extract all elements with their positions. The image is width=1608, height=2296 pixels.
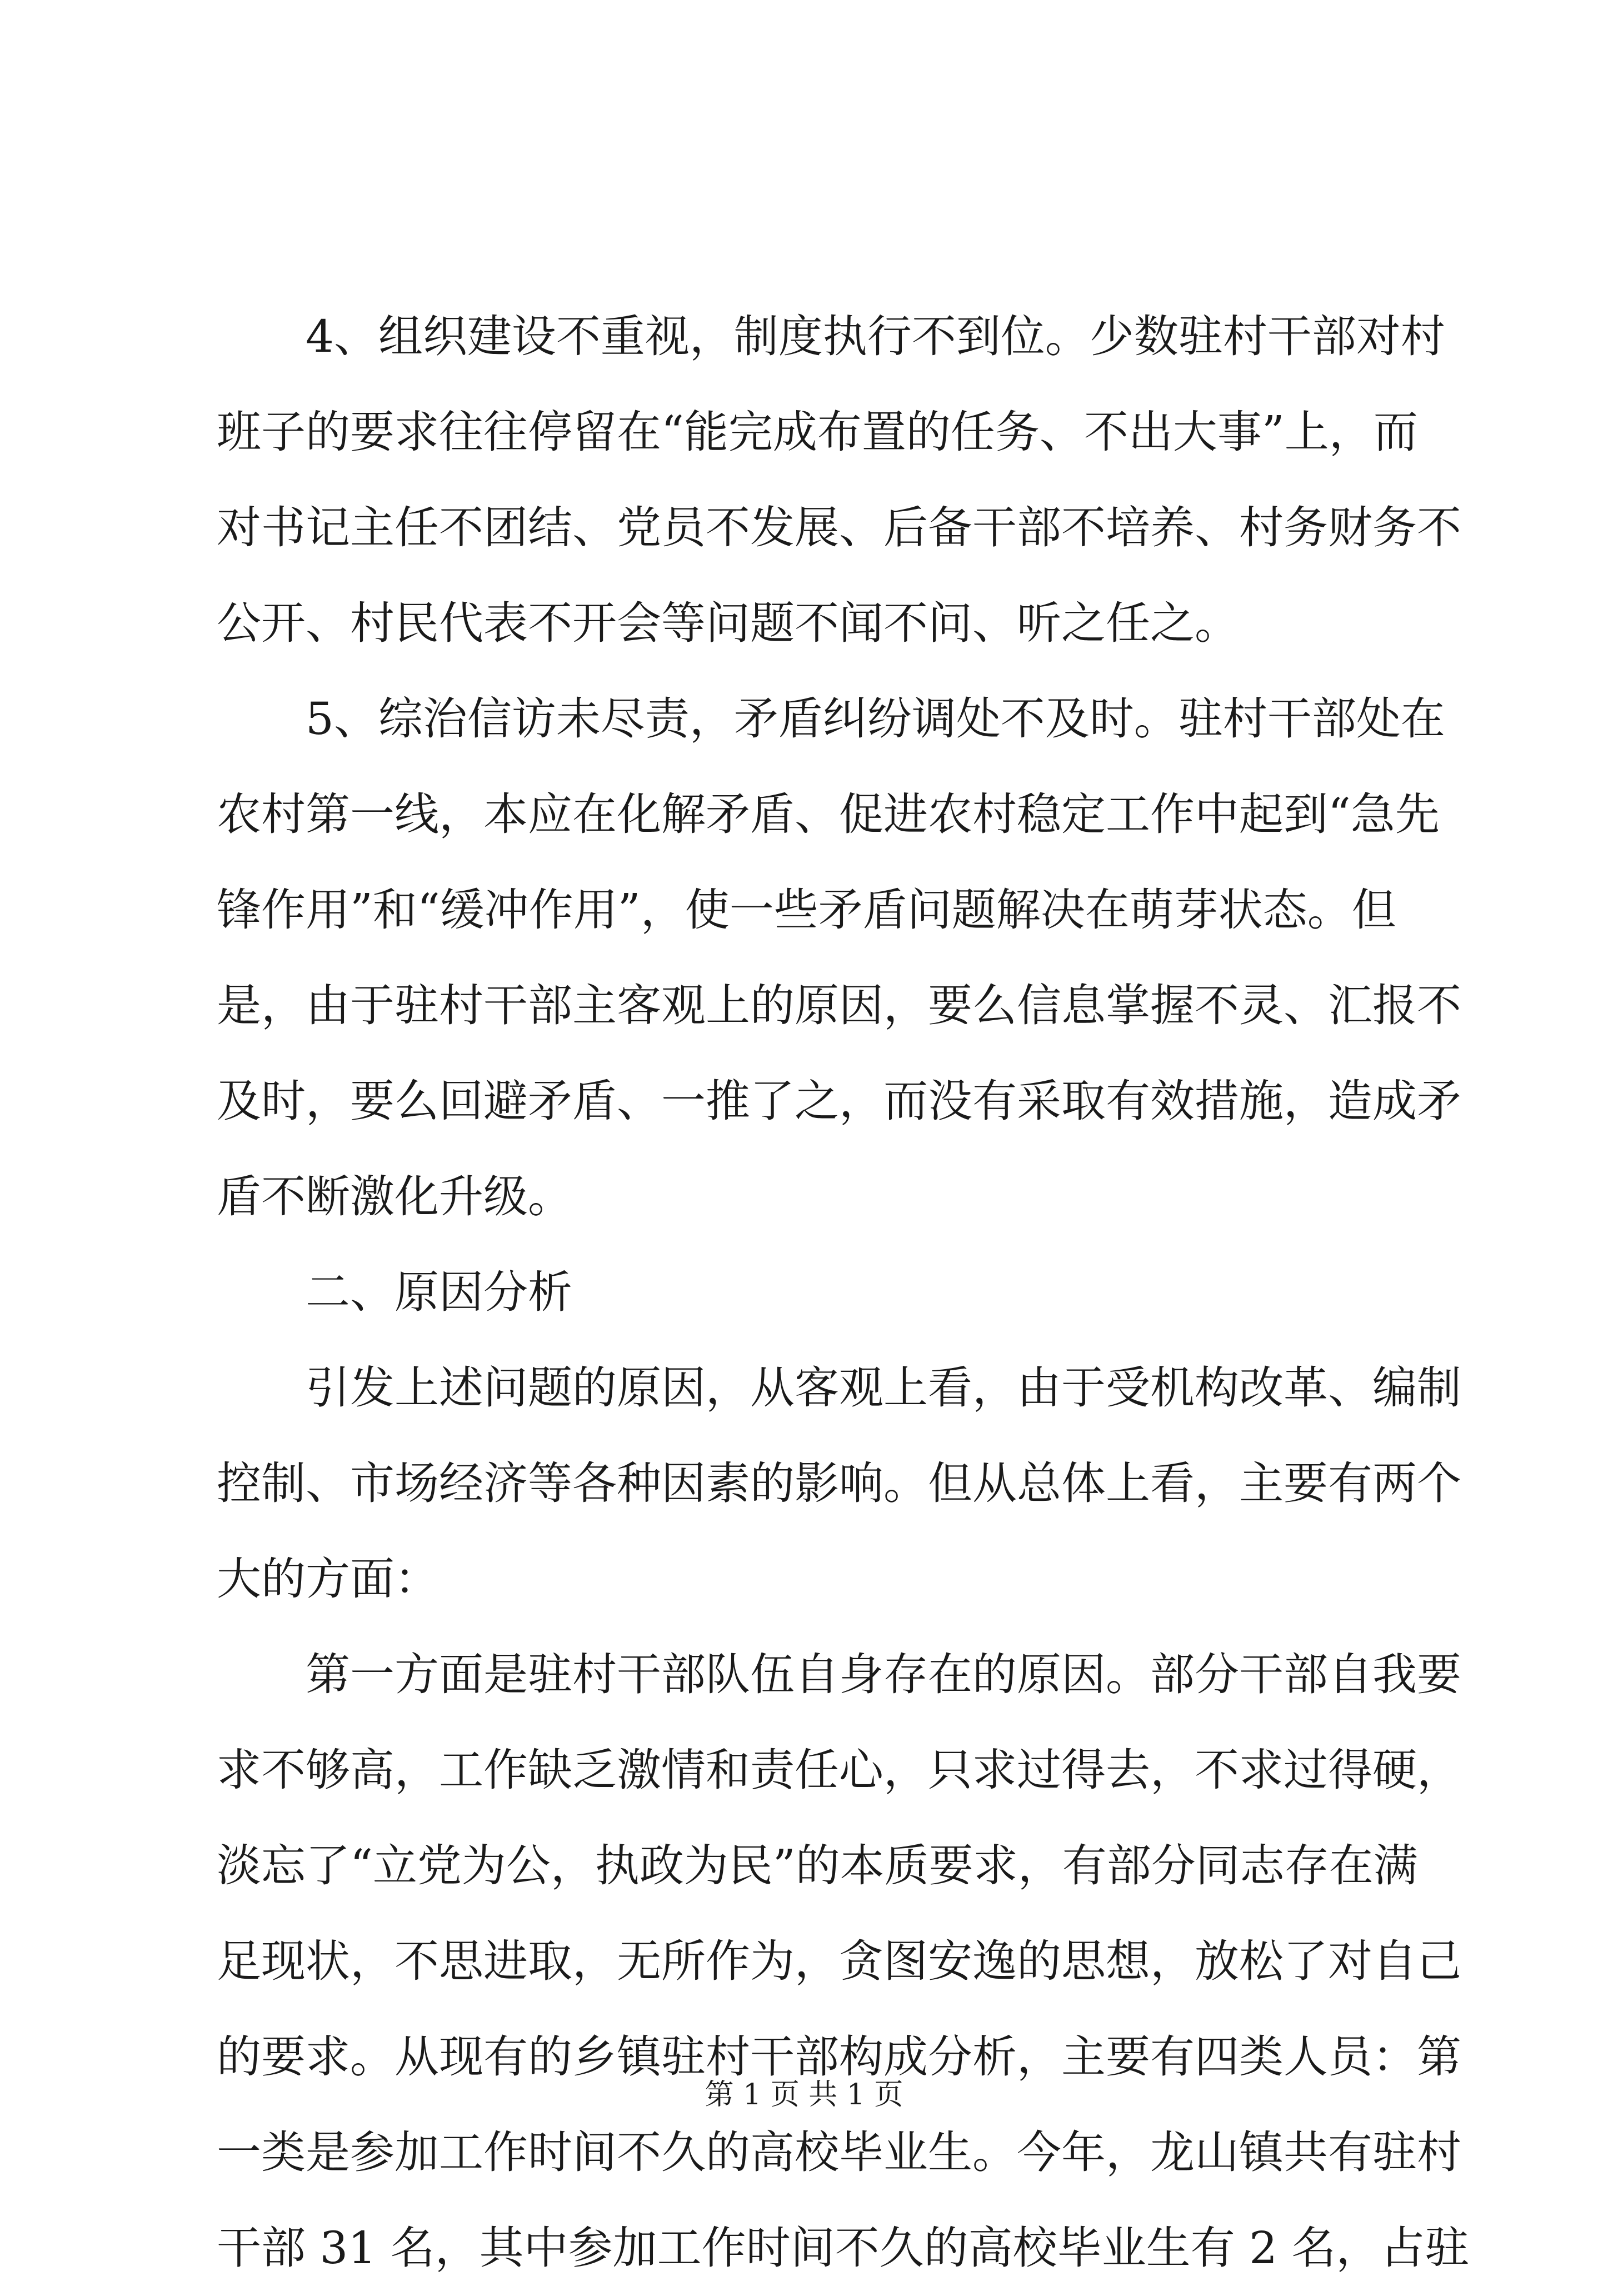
text-line: 是，由于驻村干部主客观上的原因，要么信息掌握不灵、汇报不 [217, 980, 1461, 1031]
text-line: 大的方面： [217, 1553, 439, 1605]
section-heading-cause-analysis: 二、原因分析 [306, 1266, 572, 1318]
text-line: 干部 31 名，其中参加工作时间不久的高校毕业生有 2 名，占驻 [217, 2222, 1470, 2274]
text-line: 4、组织建设不重视，制度执行不到位。少数驻村干部对村 [306, 311, 1445, 362]
text-line: 盾不断激化升级。 [217, 1171, 572, 1222]
text-line: 一类是参加工作时间不久的高校毕业生。今年，龙山镇共有驻村 [217, 2127, 1461, 2178]
paragraph-item-4 [217, 289, 1461, 671]
paragraph-first-aspect [217, 1627, 1470, 2296]
text-line: 公开、村民代表不开会等问题不闻不问、听之任之。 [217, 597, 1239, 649]
text-line: 农村第一线，本应在化解矛盾、促进农村稳定工作中起到“急先 [217, 788, 1440, 840]
text-line: 第一方面是驻村干部队伍自身存在的原因。部分干部自我要 [306, 1649, 1461, 1700]
text-line: 5、综治信访未尽责，矛盾纠纷调处不及时。驻村干部处在 [306, 693, 1445, 745]
text-line: 锋作用”和“缓冲作用”，使一些矛盾问题解决在萌芽状态。但 [217, 884, 1396, 936]
paragraph-causes-intro [217, 1340, 1461, 1627]
text-line: 淡忘了“立党为公，执政为民”的本质要求，有部分同志存在满 [217, 1840, 1418, 1891]
text-line: 足现状，不思进取，无所作为，贪图安逸的思想，放松了对自己 [217, 1935, 1461, 1987]
document-body [217, 289, 1470, 2296]
page-footer: 第 1 页 共 1 页 [705, 2078, 903, 2112]
text-line: 引发上述问题的原因，从客观上看，由于受机构改革、编制 [306, 1362, 1461, 1414]
text-line: 的要求。从现有的乡镇驻村干部构成分析，主要有四类人员：第 [217, 2031, 1461, 2083]
text-line: 及时，要么回避矛盾、一推了之，而没有采取有效措施，造成矛 [217, 1075, 1461, 1127]
text-line: 求不够高，工作缺乏激情和责任心，只求过得去，不求过得硬， [217, 1744, 1461, 1796]
text-line: 控制、市场经济等各种因素的影响。但从总体上看，主要有两个 [217, 1458, 1461, 1509]
paragraph-item-5 [217, 671, 1461, 1245]
text-line: 班子的要求往往停留在“能完成布置的任务、不出大事”上，而 [217, 406, 1418, 458]
text-line: 对书记主任不团结、党员不发展、后备干部不培养、村务财务不 [217, 502, 1461, 553]
